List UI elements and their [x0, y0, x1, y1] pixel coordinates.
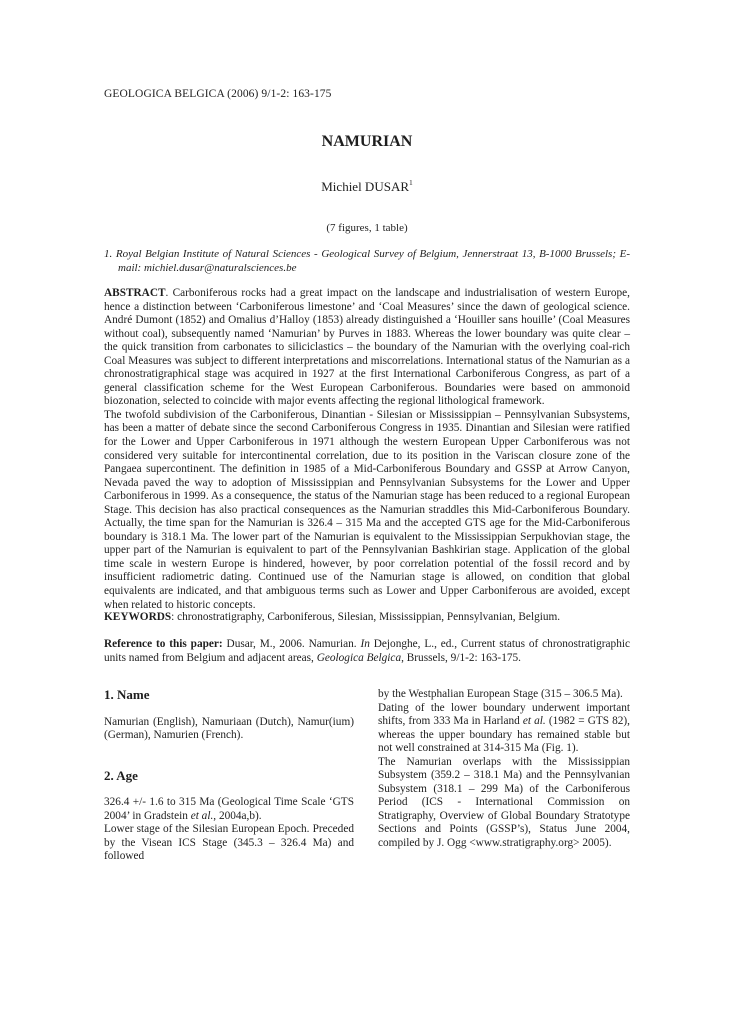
- age-p4-text-a: Dating of the lower boundary underwent important shifts, from 333 Ma in Harland: [378, 701, 630, 728]
- age-paragraph-2: Lower stage of the Silesian European Epoch. Preceded by the Visean ICS Stage (345.3 – 326.4 Ma) and followed: [104, 823, 354, 863]
- keywords-label: KEYWORDS: [104, 611, 172, 623]
- age-p1-text-a: 326.4 +/- 1.6 to 315 Ma (Geological Time Scale ‘GTS 2004’ in Gradstein: [104, 796, 354, 822]
- abstract-paragraph-1: [104, 287, 630, 409]
- reference-text-c: , Brussels, 9/1-2: 163-175.: [401, 651, 521, 664]
- reference-to-paper: [104, 638, 630, 665]
- journal-header: GEOLOGICA BELGICA (2006) 9/1-2: 163-175: [104, 88, 332, 100]
- author-affiliation-mark: 1: [409, 178, 413, 187]
- paper-title: NAMURIAN: [321, 133, 413, 150]
- age-paragraph-4: [378, 702, 630, 756]
- keywords-text: : chronostratigraphy, Carboniferous, Silesian, Mississippian, Pennsylvanian, Belgium.: [171, 611, 561, 623]
- affiliation: 1. Royal Belgian Institute of Natural Sciences - Geological Survey of Belgium, Jennerstraat 13, B-1000 Brussels; E-mail: michiel.dusar@naturalsciences.be: [104, 248, 630, 274]
- abstract-paragraph-2: The twofold subdivision of the Carboniferous, Dinantian - Silesian or Mississippian – Pennsylvanian Subsystems, has been a matter of debate since the second Carboniferous Congress in 1935. Dinantian and Silesian were ratified for the Lower and Upper Carboniferous in 1971 although the western European Upper Carboniferous was not considered very suitable for intercontinental correlation, due to its position in the Variscan closure zone of the Pangaea supercontinent. The definition in 1985 of a Mid-Carboniferous Boundary and GSSP at Arrow Canyon, Nevada paved the way to adoption of Mississippian and Pennsylvanian Subsystems for the Lower and Upper Carboniferous in 1999. As a consequence, the status of the Namurian stage has been reduced to a regional European Stage. This decision has also practical consequences as the Namurian straddles this Mid-Carboniferous Boundary. Actually, the time span for the Namurian is 326.4 – 315 Ma and the accepted GTS age for the Mid-Carboniferous boundary is 318.1 Ma. The lower part of the Namurian is equivalent to the Mississippian Serpukhovian stage, the upper part of the Namurian is equivalent to part of the Pennsylvanian Bashkirian stage. Application of the global time scale in western Europe is hindered, however, by poor correlation potential of the fossil record and by insufficient radiometric dating. Continued use of the Namurian stage is allowed, on condition that global equivalents are indicated, and that ambiguous terms such as Lower and Upper Carboniferous are avoided, except when related to historic concepts.: [104, 408, 630, 611]
- reference-text-a: Dusar, M., 2006. Namurian.: [222, 638, 361, 650]
- age-paragraph-5: The Namurian overlaps with the Mississippian Subsystem (359.2 – 318.1 Ma) and the Pennsylvanian Subsystem (318.1 – 299 Ma) of the Carboniferous Period (ICS - International Commission on Stratigraphy, Overview of Global Boundary Stratotype Sections and Points (GSSP’s), Status June 2004, compiled by J. Ogg <www.stratigraphy.org> 2005).: [378, 755, 630, 850]
- reference-label: Reference to this paper:: [104, 638, 223, 650]
- age-paragraph-3: by the Westphalian European Stage (315 – 306.5 Ma).: [378, 688, 623, 700]
- abstract-label: ABSTRACT: [104, 287, 166, 299]
- reference-journal: Geologica Belgica: [316, 651, 402, 664]
- right-column: [378, 688, 630, 851]
- section-heading-age: 2. Age: [104, 767, 138, 783]
- section-heading-name: 1. Name: [104, 687, 150, 702]
- section-name-text: Namurian (English), Namuriaan (Dutch), Namur(ium) (German), Namurien (French).: [104, 715, 354, 742]
- age-paragraph-1: [104, 796, 354, 823]
- left-column: [104, 688, 354, 864]
- abstract: [104, 287, 630, 612]
- abstract-text-1: . Carboniferous rocks had a great impact on the landscape and industrialisation of western Europe, hence a distinction between ‘Carboniferous limestone’ and ‘Coal Measures’ since the dawn of geological science. André Dumont (1852) and Omalius d’Halloy (1853) already distinguished a ‘Houiller sans houille’ (Coal Measures without coal), subsequently named ‘Namurian’ by Purves in 1883. Whereas the lower boundary was quite clear – the quick transition from carbonates to siliciclastics – the boundary of the Namurian with the overlying coal-rich Coal Measures was subject to different interpretations and miscorrelations. International status of the Namurian as a chronostratigraphical stage was acquired in 1927 at the first International Carboniferous Congress, as part of a general classification scheme for the West European Carboniferous. Boundaries were based on ammonoid biozonation, selected to coincide with major events affecting the regional lithological framework.: [104, 287, 630, 408]
- age-p4-etal: et al.: [522, 715, 546, 728]
- figures-note: (7 figures, 1 table): [326, 222, 408, 234]
- keywords: [104, 611, 630, 625]
- age-p1-etal: et al.: [190, 809, 214, 822]
- author-name: Michiel DUSAR: [321, 179, 409, 194]
- age-p4-text-b: (1982 = GTS 82), whereas the upper boundary has remained stable but not well constrained at 314-315 Ma (Fig. 1).: [378, 715, 631, 755]
- author-line: [104, 178, 630, 195]
- reference-in: In: [360, 638, 370, 650]
- reference-text-b: Dejonghe, L., ed., Current status of chronostratigraphic units named from Belgium and adjacent areas,: [104, 638, 630, 664]
- age-p1-text-b: , 2004a,b).: [213, 809, 262, 822]
